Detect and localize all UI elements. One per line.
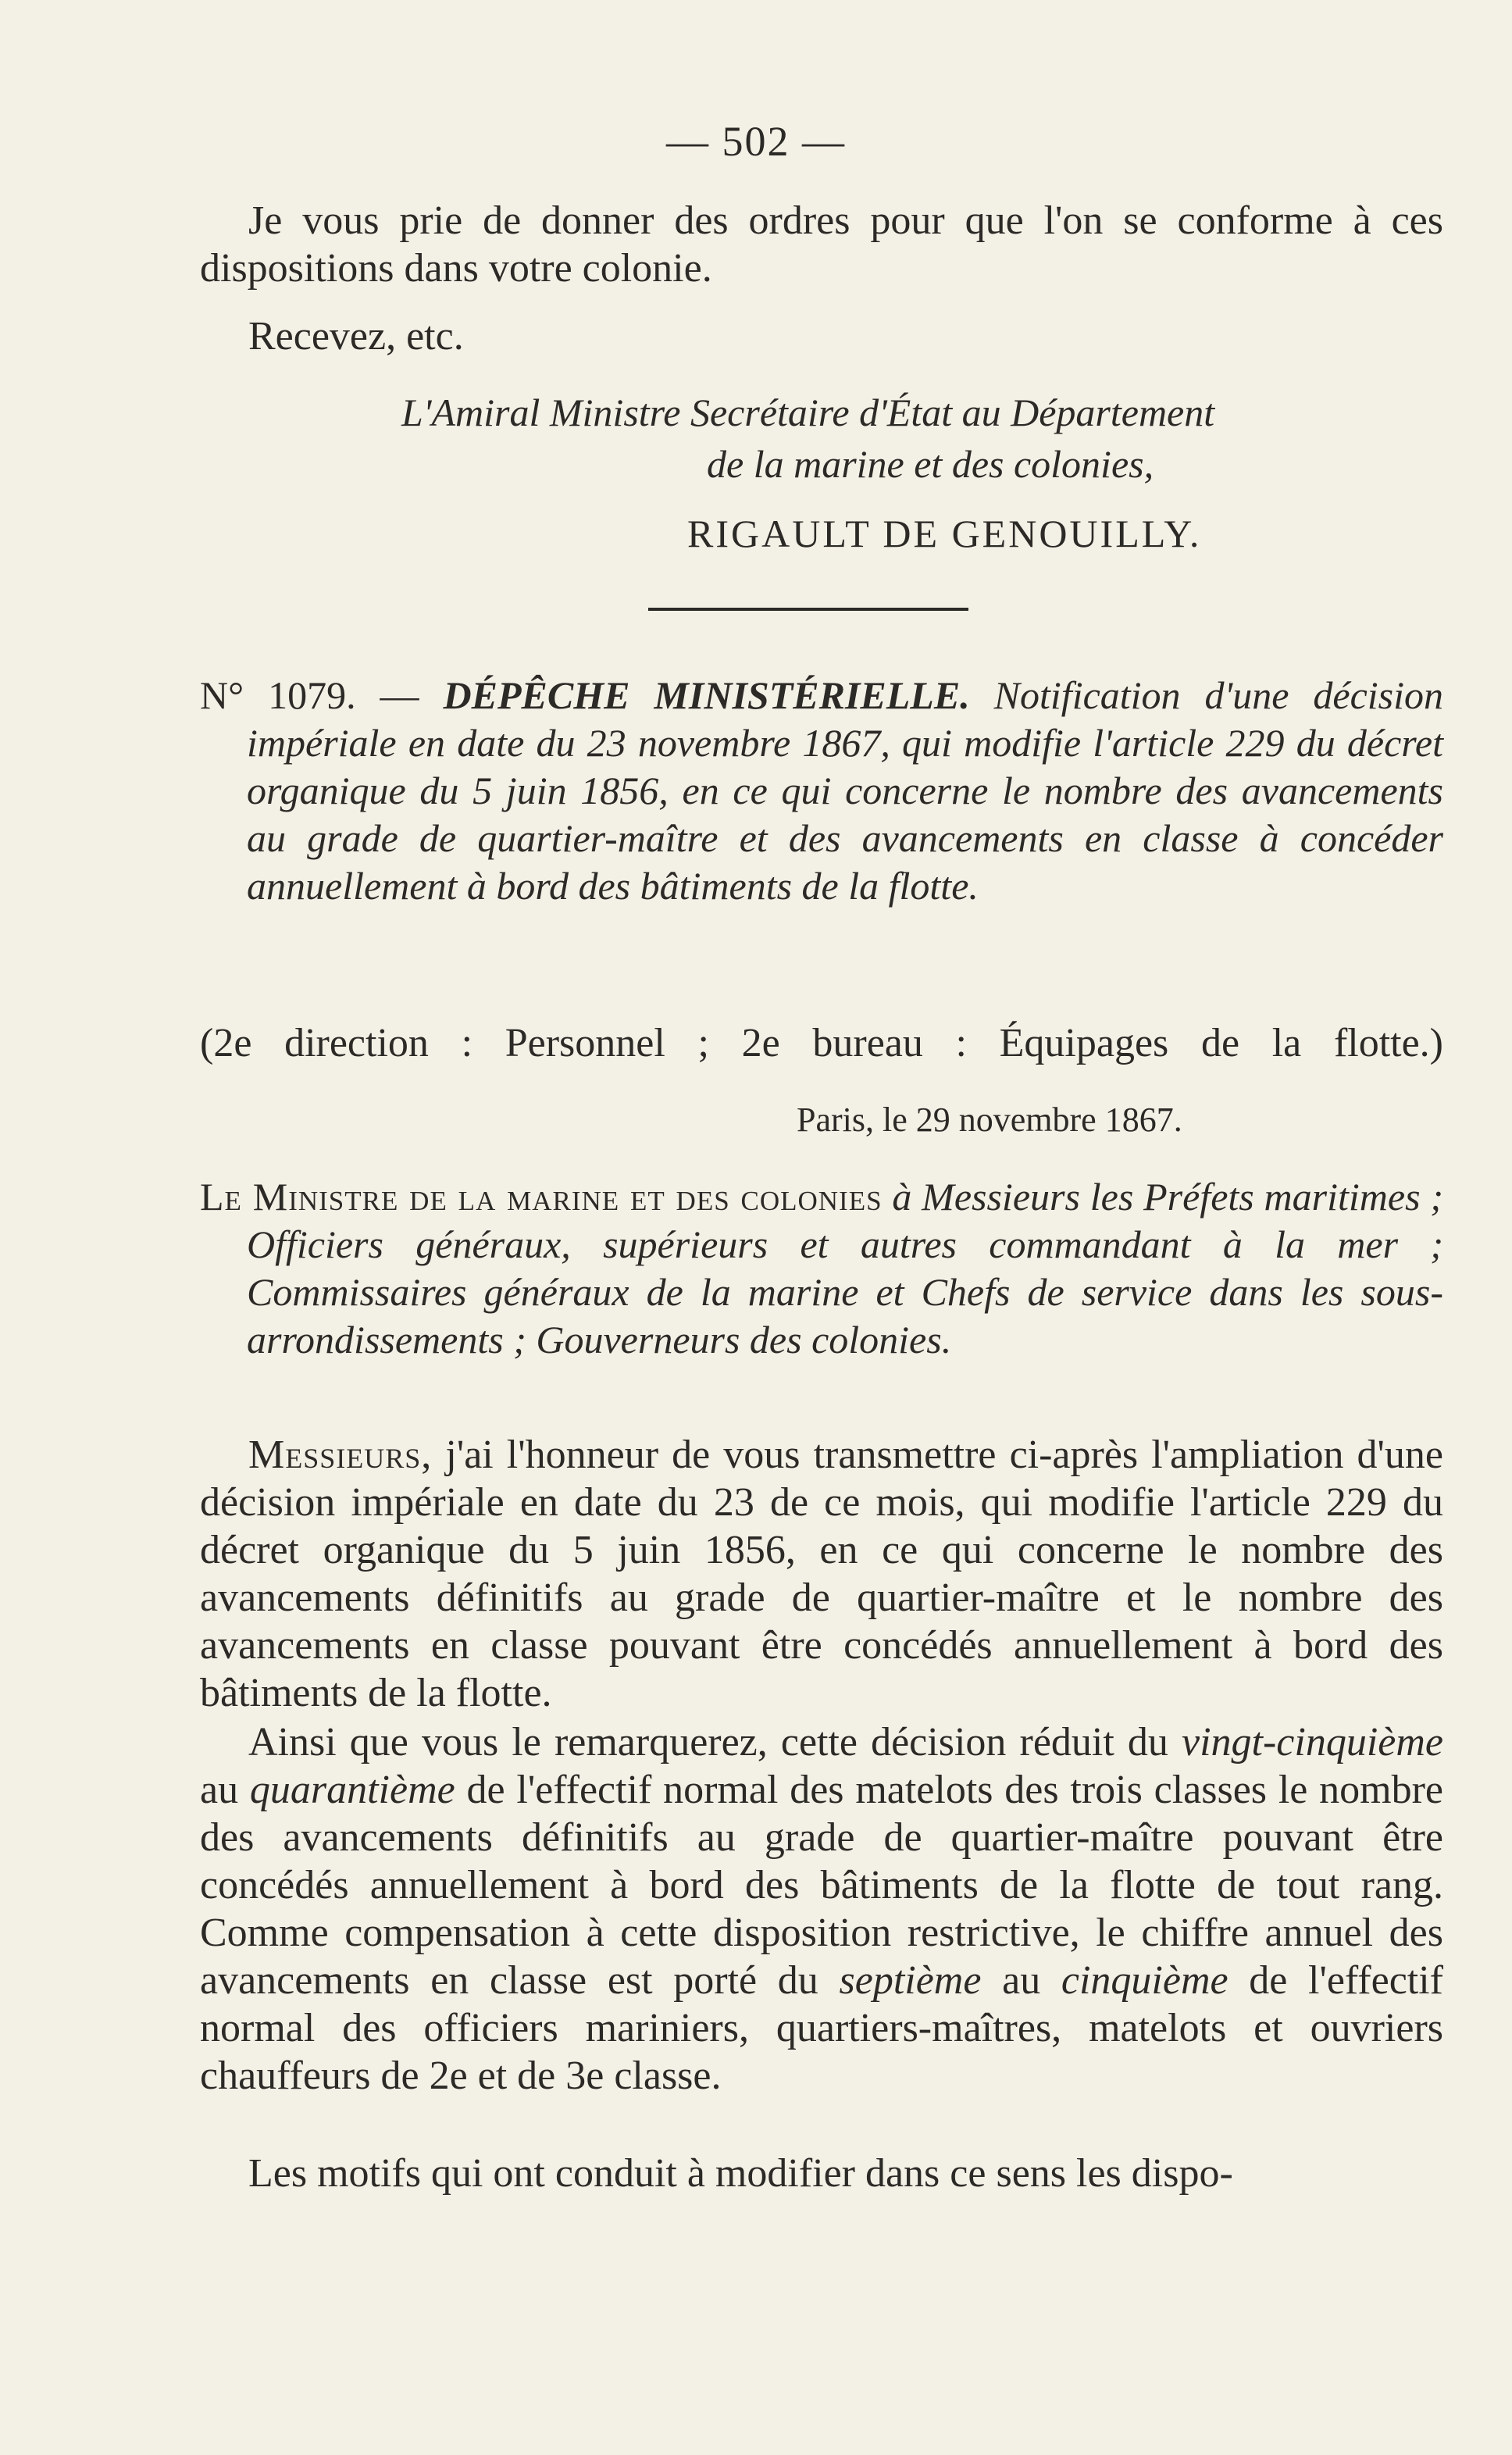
body-paragraph-1: [200, 1431, 1443, 1717]
body-paragraph-2: [200, 1718, 1443, 2100]
entry-dash: —: [355, 673, 444, 717]
signature-name: RIGAULT DE GENOUILLY.: [687, 512, 1202, 555]
sender: Le Ministre de la marine et des colonies: [200, 1175, 883, 1219]
salutation: Messieurs,: [248, 1433, 433, 1477]
entry-type: DÉPÊCHE MINISTÉRIELLE.: [443, 673, 970, 717]
entry-date: Paris, le 29 novembre 1867.: [797, 1101, 1182, 1139]
closing-paragraph: Je vous prie de donner des ordres pour que l'on se conforme à ces dispositions dans votre colonie.: [200, 198, 1443, 291]
emphasis-septieme: septième: [839, 1958, 982, 2003]
entry-heading: [200, 672, 1443, 910]
emphasis-vingt-cinquieme: vingt-cinquième: [1182, 1720, 1443, 1765]
entry-direction: (2e direction : Personnel ; 2e bureau : Équipages de la flotte.): [200, 1021, 1443, 1065]
page-number: — 502 —: [666, 118, 846, 165]
signature-title-line1: L'Amiral Ministre Secrétaire d'État au Département: [401, 391, 1215, 434]
body-paragraph-2-part: au: [200, 1768, 250, 1812]
body-paragraph-2-part: au: [981, 1958, 1061, 2003]
recipients: à Messieurs les Préfets maritimes ; Officiers généraux, supérieurs et autres commandant à la mer ; Commissaires généraux de la marine et Chefs de service dans les sous-arrondissements ; Gouverneurs des colonies.: [247, 1175, 1444, 1361]
body-paragraph-3: Les motifs qui ont conduit à modifier dans ce sens les dispo-: [248, 2151, 1233, 2196]
body-paragraph-2-part: de l'effectif normal des officiers mariniers, quartiers-maîtres, matelots et ouvriers chauffeurs de 2e et de 3e classe.: [200, 1958, 1443, 2098]
entry-number: N° 1079.: [200, 673, 356, 717]
body-paragraph-2-part: Ainsi que vous le remarquerez, cette décision réduit du: [248, 1720, 1182, 1765]
emphasis-cinquieme: cinquième: [1061, 1958, 1228, 2003]
signature-title-line2: de la marine et des colonies,: [707, 442, 1154, 486]
body-paragraph-1-text: j'ai l'honneur de vous transmettre ci-après l'ampliation d'une décision impériale en date du 23 de ce mois, qui modifie l'article 229 du décret organique du 5 juin 1856, en ce qui concerne le nombre des avancements définitifs au grade de quartier-maître et le nombre des avancements en classe pouvant être concédés annuellement à bord des bâtiments de la flotte.: [200, 1433, 1443, 1715]
address-block: [200, 1173, 1443, 1364]
emphasis-quarantieme: quarantième: [249, 1768, 455, 1812]
body-paragraph-2-part: de l'effectif normal des matelots des trois classes le nombre des avancements définitifs au grade de quartier-maître pouvant être concédés annuellement à bord des bâtiments de la flotte de tout rang. Comme compensation à cette disposition restrictive, le chiffre annuel des avancements en classe est porté du: [200, 1768, 1443, 2003]
section-divider: [648, 608, 968, 611]
closing-formula: Recevez, etc.: [248, 314, 464, 359]
entry-summary: Notification d'une décision impériale en date du 23 novembre 1867, qui modifie l'article 229 du décret organique du 5 juin 1856, en ce qui concerne le nombre des avancements au grade de quartier-maître et des avancements en classe à concéder annuellement à bord des bâtiments de la flotte.: [247, 673, 1444, 908]
